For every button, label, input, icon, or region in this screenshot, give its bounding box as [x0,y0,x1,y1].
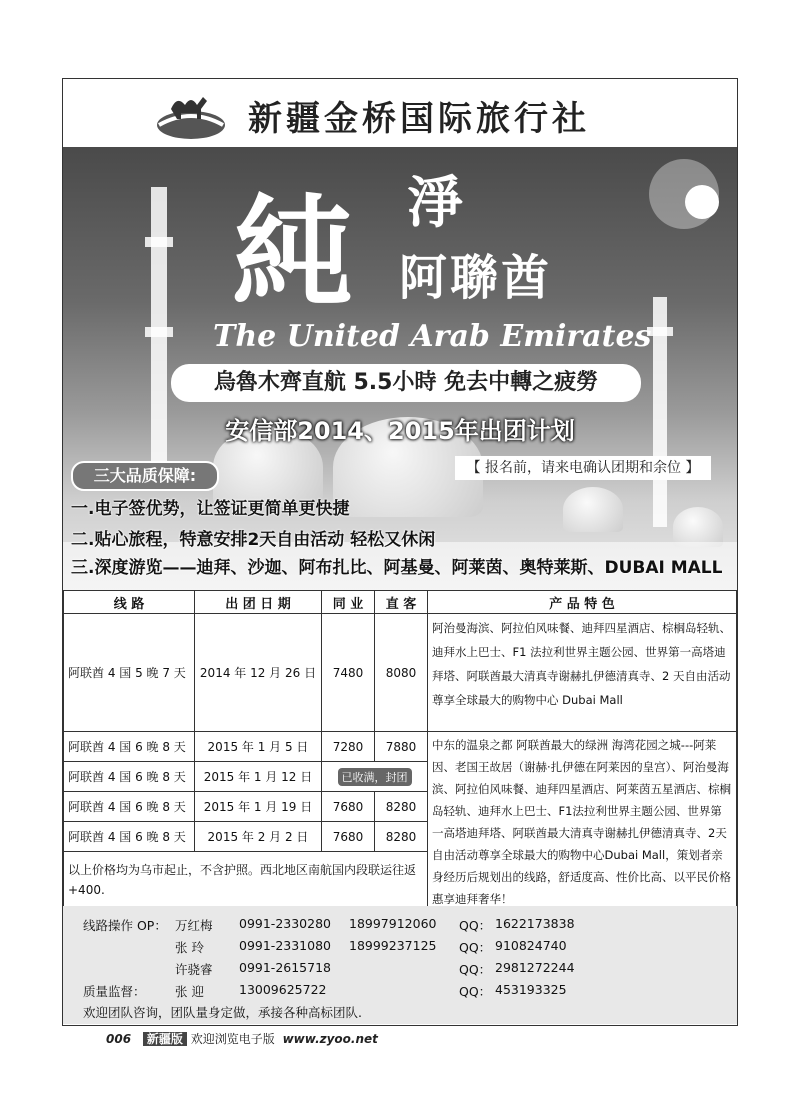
status-cell [322,762,428,792]
table-row [64,732,737,762]
trade-price: 7680 [322,792,375,822]
feature-cell: 阿治曼海滨、阿拉伯风味餐、迪拜四星酒店、棕榈岛轻轨、迪拜水上巴士、F1 法拉利世界主题公园、世界第一高塔迪拜塔、阿联酋最大清真寺谢赫扎伊德清真寺、2 天自由活动尊享全球最大的购物中心 Dubai Mall [428,614,737,732]
hero-banner [63,147,737,590]
date-cell: 2015 年 1 月 5 日 [195,732,322,762]
date-cell: 2015 年 2 月 2 日 [195,822,322,852]
contact-row [63,916,737,938]
qq-label: QQ： [459,940,492,955]
contact-row [63,938,737,960]
sold-out-badge: 已收满，封团 [338,768,412,786]
minaret-left-balcony [145,237,173,247]
booking-notice: 【 报名前，请来电确认团期和余位 】 [455,456,711,480]
route-cell: 阿联酋 4 国 6 晚 8 天 [64,792,195,822]
contact-tel: 0991-2331080 [239,938,331,953]
contact-panel [63,906,737,1024]
contact-name: 万红梅 [175,918,213,933]
contact-row [63,960,737,982]
title-char-clean: 淨 [407,170,463,236]
op-label: 线路操作 OP： [83,918,167,933]
dome [673,507,723,547]
header-feature: 产 品 特 色 [428,591,737,614]
header-direct: 直 客 [375,591,428,614]
contact-tel: 0991-2330280 [239,916,331,931]
contact-name: 张 玲 [175,940,204,955]
route-cell: 阿联酋 4 国 5 晚 7 天 [64,614,195,732]
route-cell: 阿联酋 4 国 6 晚 8 天 [64,732,195,762]
quality-item: 三.深度游览——迪拜、沙迦、阿布扎比、阿基曼、阿莱茵、奥特莱斯、DUBAI MALL [71,558,723,578]
date-cell: 2014 年 12 月 26 日 [195,614,322,732]
contact-name: 张 迎 [175,984,204,999]
table-row [64,614,737,732]
qq-label: QQ： [459,918,492,933]
edition-tag: 新疆版 [143,1032,187,1046]
contact-name: 许骁睿 [175,962,213,977]
direct-flight-banner: 烏魯木齊直航 5.5小時 免去中轉之疲勞 [171,364,641,402]
camel-logo-icon [151,87,231,141]
tour-table [63,590,737,924]
trade-price: 7480 [322,614,375,732]
qc-label: 质量监督： [83,984,146,999]
price-note: 以上价格均为乌市起止，不含护照。西北地区南航国内段联运往返 +400. [64,852,428,924]
date-cell: 2015 年 1 月 12 日 [195,762,322,792]
company-name: 新疆金桥国际旅行社 [248,99,590,139]
header-route: 线 路 [64,591,195,614]
title-char-pure: 純 [233,182,353,323]
header [63,79,737,147]
contact-tel: 13009625722 [239,982,327,997]
english-title: The United Arab Emirates [213,319,652,354]
trade-price: 7280 [322,732,375,762]
contact-qq: 2981272244 [495,960,575,975]
contact-qq: 453193325 [495,982,567,997]
feature-cell: 中东的温泉之都 阿联酋最大的绿洲 海湾花园之城---阿莱因、老国王故居（谢赫·扎伊德在阿莱因的皇宫）、阿治曼海滨、阿拉伯风味餐、迪拜四星酒店、阿莱茵五星酒店、棕榈岛轻轨、迪拜水上巴士、F1法拉利世界主题公园、世界第一高塔迪拜塔、阿联酋最大清真寺谢赫扎伊德清真寺、2天自由活动尊享全球最大的购物中心Dubai Mall，策划者亲身经历后规划出的线路，舒适度高、性价比高、以平民价格惠享迪拜奢华！ [428,732,737,924]
header-date: 出 团 日 期 [195,591,322,614]
plan-title: 安信部2014、2015年出团计划 [225,417,575,445]
header-trade: 同 业 [322,591,375,614]
footer-text: 欢迎浏览电子版 [190,1032,275,1046]
route-cell: 阿联酋 4 国 6 晚 8 天 [64,762,195,792]
quality-item: 二.贴心旅程，特意安排2天自由活动 轻松又休闲 [71,530,436,550]
contact-qq: 910824740 [495,938,567,953]
footer-url[interactable]: www.zyoo.net [282,1032,378,1046]
qq-label: QQ： [459,962,492,977]
contact-mobile: 18999237125 [349,938,437,953]
contact-tel: 0991-2615718 [239,960,331,975]
minaret-left-balcony [145,327,173,337]
direct-price: 8280 [375,822,428,852]
direct-price: 8080 [375,614,428,732]
page-number: 006 [106,1032,132,1046]
moon [685,185,719,219]
direct-price: 8280 [375,792,428,822]
contact-mobile: 18997912060 [349,916,437,931]
qq-label: QQ： [459,984,492,999]
date-cell: 2015 年 1 月 19 日 [195,792,322,822]
table-header-row [64,591,737,614]
direct-price: 7880 [375,732,428,762]
contact-qq: 1622173838 [495,916,575,931]
group-inquiry-note: 欢迎团队咨询，团队量身定做，承接各种高标团队. [83,1005,362,1020]
quality-item: 一.电子签优势，让签证更简单更快捷 [71,499,350,519]
route-cell: 阿联酋 4 国 6 晚 8 天 [64,822,195,852]
title-uae: 阿聯酋 [399,250,553,306]
dome [563,487,623,532]
contact-row [63,982,737,1004]
page-footer [106,1030,378,1047]
trade-price: 7680 [322,822,375,852]
quality-title: 三大品质保障: [71,461,219,491]
